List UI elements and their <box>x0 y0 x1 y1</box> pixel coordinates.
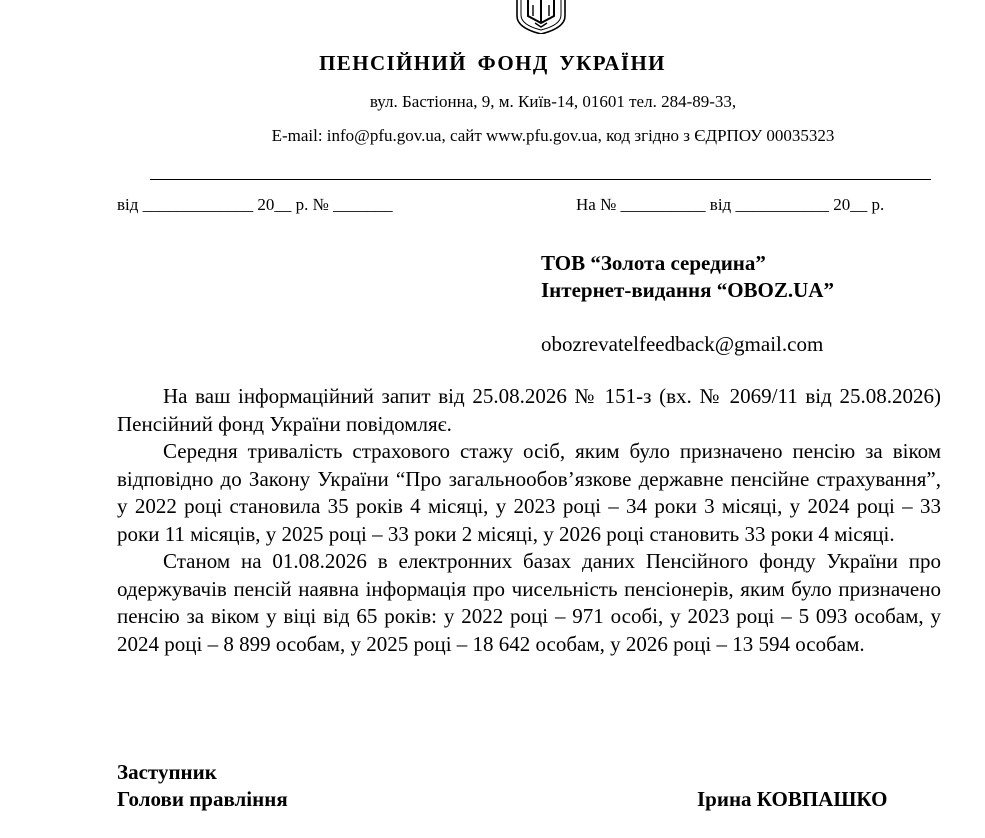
incoming-reference: На № __________ від ___________ 20__ р. <box>576 195 885 214</box>
signatory-position-line2: Голови правління <box>117 787 288 811</box>
organization-address: вул. Бастіонна, 9, м. Київ-14, 01601 тел. 284-89-33, <box>369 92 737 111</box>
body-paragraph-pensioner-counts: Станом на 01.08.2026 в електронних базах даних Пенсійного фонду України про одержувачів пенсій наявна інформація про чисельність пенсіонерів, яким було призначено пенсію за віком у віці від 65 років: у 2022 році – 971 особі, у 2023 році – 5 093 особам, у 2024 році – 8 899 особам, у 2025 році – 18 642 особам, у 2026 році – 13 594 особам. <box>117 549 941 656</box>
trident-coat-of-arms-icon <box>511 0 571 34</box>
body-paragraph-insurance-length: Середня тривалість страхового стажу осіб, яким було призначено пенсію за віком відповідно до Закону України “Про загальнообов’язкове державне пенсійне страхування”, у 2022 році становила 35 років 4 місяці, у 2023 році – 34 роки 3 місяці, у 2024 році – 33 роки 11 місяців, у 2025 році – 33 роки 2 місяці, у 2026 році становить 33 роки 4 місяці. <box>117 439 941 546</box>
organization-contacts: E-mail: info@pfu.gov.ua, сайт www.pfu.gov.ua, код згідно з ЄДРПОУ 00035323 <box>271 126 835 145</box>
body-paragraph-intro: На ваш інформаційний запит від 25.08.2026 № 151-з (вх. № 2069/11 від 25.08.2026) Пенсійний фонд України повідомляє. <box>117 384 941 436</box>
header-divider <box>150 179 931 180</box>
outgoing-reference: від _____________ 20__ р. № _______ <box>117 195 393 214</box>
signatory-name: Ірина КОВПАШКО <box>697 787 888 811</box>
recipient-email: obozrevatelfeedback@gmail.com <box>541 332 824 356</box>
letter-body <box>117 383 941 658</box>
signatory-position-line1: Заступник <box>117 760 217 784</box>
recipient-publication: Інтернет-видання “OBOZ.UA” <box>541 278 834 302</box>
recipient-company: ТОВ “Золота середина” <box>541 251 766 275</box>
organization-name: ПЕНСІЙНИЙ ФОНД УКРАЇНИ <box>319 51 666 75</box>
